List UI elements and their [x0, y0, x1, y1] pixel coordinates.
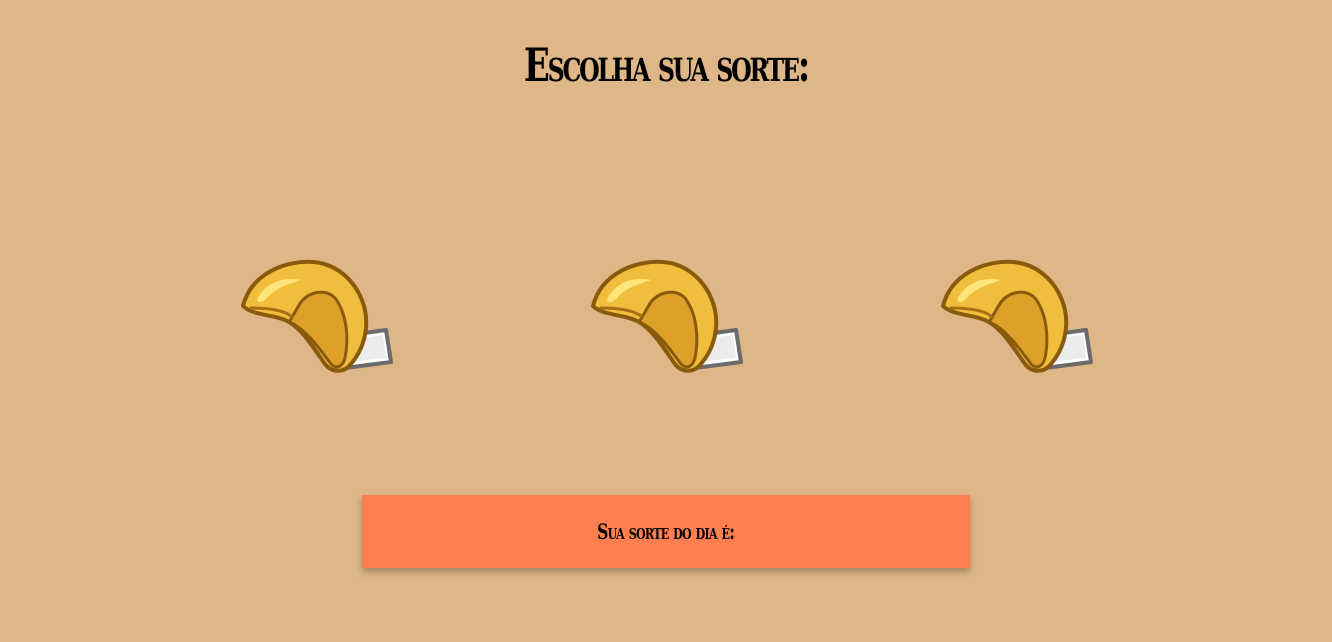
fortune-cookie-icon	[939, 258, 1095, 374]
fortune-cookie-3[interactable]	[939, 258, 1095, 374]
fortune-cookie-icon	[589, 258, 745, 374]
fortune-cookie-2[interactable]	[589, 258, 745, 374]
fortune-result-label: Sua sorte do dia é:	[597, 519, 735, 544]
page-title: Escolha sua sorte:	[523, 38, 809, 92]
fortune-cookie-1[interactable]	[239, 258, 395, 374]
fortune-result-panel	[362, 495, 970, 568]
fortune-cookie-icon	[239, 258, 395, 374]
